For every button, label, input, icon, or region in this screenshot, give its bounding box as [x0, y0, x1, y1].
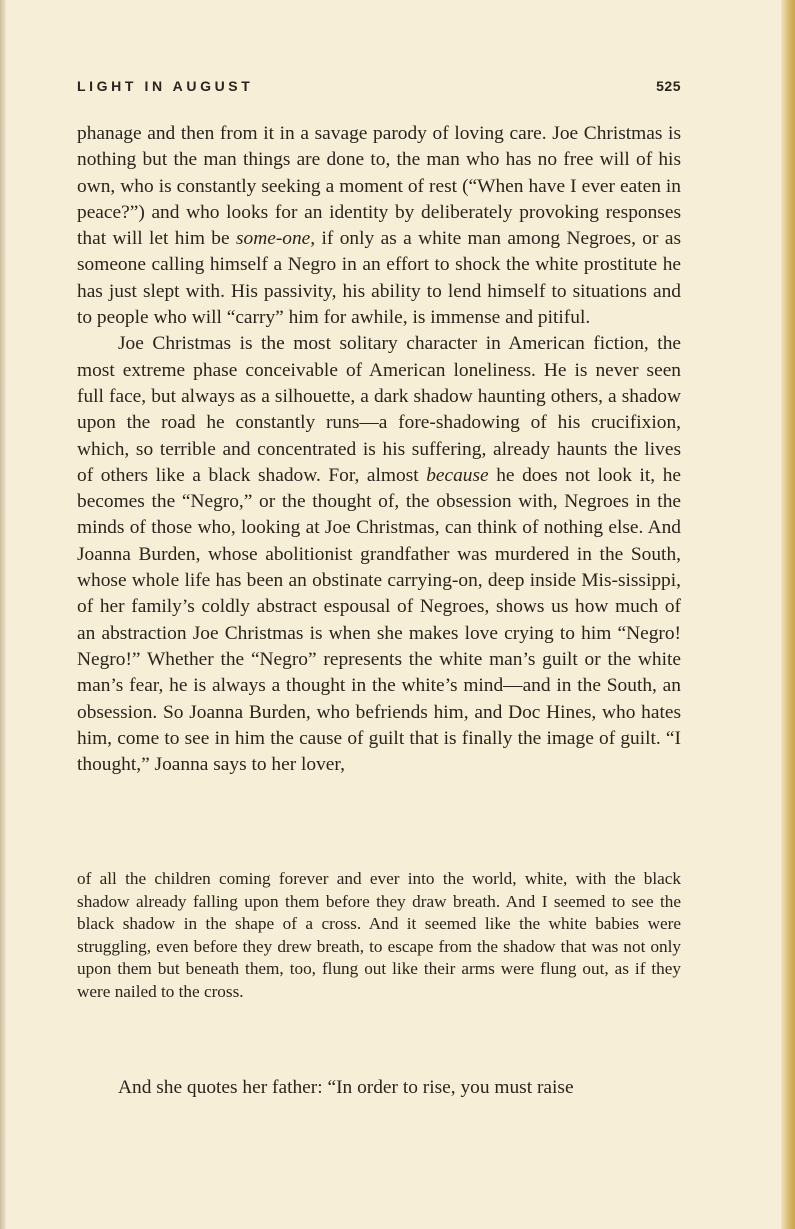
closing-paragraph	[77, 1075, 681, 1101]
page-number: 525	[656, 78, 681, 94]
running-header	[77, 78, 681, 98]
body-text	[77, 121, 681, 778]
paragraph-continued: phanage and then from it in a savage parody of loving care. Joe Christmas is nothing but the man things are done to, the man who has no free will of his own, who is constantly seeking a moment of rest (“When have I ever eaten in peace?”) and who looks for an identity by deliberately provoking responses that will let him be some-one, if only as a white man among Negroes, or as someone calling himself a Negro in an effort to shock the white prostitute he has just slept with. His passivity, his ability to lend himself to situations and to people who will “carry” him for awhile, is immense and pitiful.	[77, 123, 681, 329]
block-quote-text: of all the children coming forever and ever into the world, white, with the black shadow already falling upon them before they draw breath. And I seemed to see the black shadow in the shape of a cross. And it seemed like the white babies were struggling, even before they drew breath, to escape from the shadow that was not only upon them but beneath them, too, flung out like their arms were flung out, as if they were nailed to the cross.	[77, 869, 681, 1001]
page-gutter-edge	[0, 0, 6, 1229]
closing-line: And she quotes her father: “In order to rise, you must raise	[118, 1077, 574, 1098]
paragraph-joe-christmas: Joe Christmas is the most solitary character in American fiction, the most extreme phase conceivable of American loneliness. He is never seen full face, but always as a silhouette, a dark shadow haunting others, a shadow upon the road he constantly runs—a fore-shadowing of his crucifixion, which, so terrible and concentrated is his suffering, already haunts the lives of others like a black shadow. For, almost because he does not look it, he becomes the “Negro,” or the thought of, the obsession with, Negroes in the minds of those who, looking at Joe Christmas, can think of nothing else. And Joanna Burden, whose abolitionist grandfather was murdered in the South, whose whole life has been an obstinate carrying-on, deep inside Mis-sissippi, of her family’s coldly abstract espousal of Negroes, shows us how much of an abstraction Joe Christmas is when she makes love crying to him “Negro! Negro!” Whether the “Negro” represents the white man’s guilt or the white man’s fear, he is always a thought in the white’s mind—and in the South, an obsession. So Joanna Burden, who befriends him, and Doc Hines, who hates him, come to see in him the cause of guilt that is finally the image of guilt. “I thought,” Joanna says to her lover,	[77, 333, 682, 776]
block-quote	[77, 868, 681, 1004]
running-title: LIGHT IN AUGUST	[77, 78, 254, 94]
page-outer-edge	[781, 0, 795, 1229]
emphasis-because: because	[426, 464, 489, 486]
emphasis-someone: some-one,	[235, 228, 316, 250]
